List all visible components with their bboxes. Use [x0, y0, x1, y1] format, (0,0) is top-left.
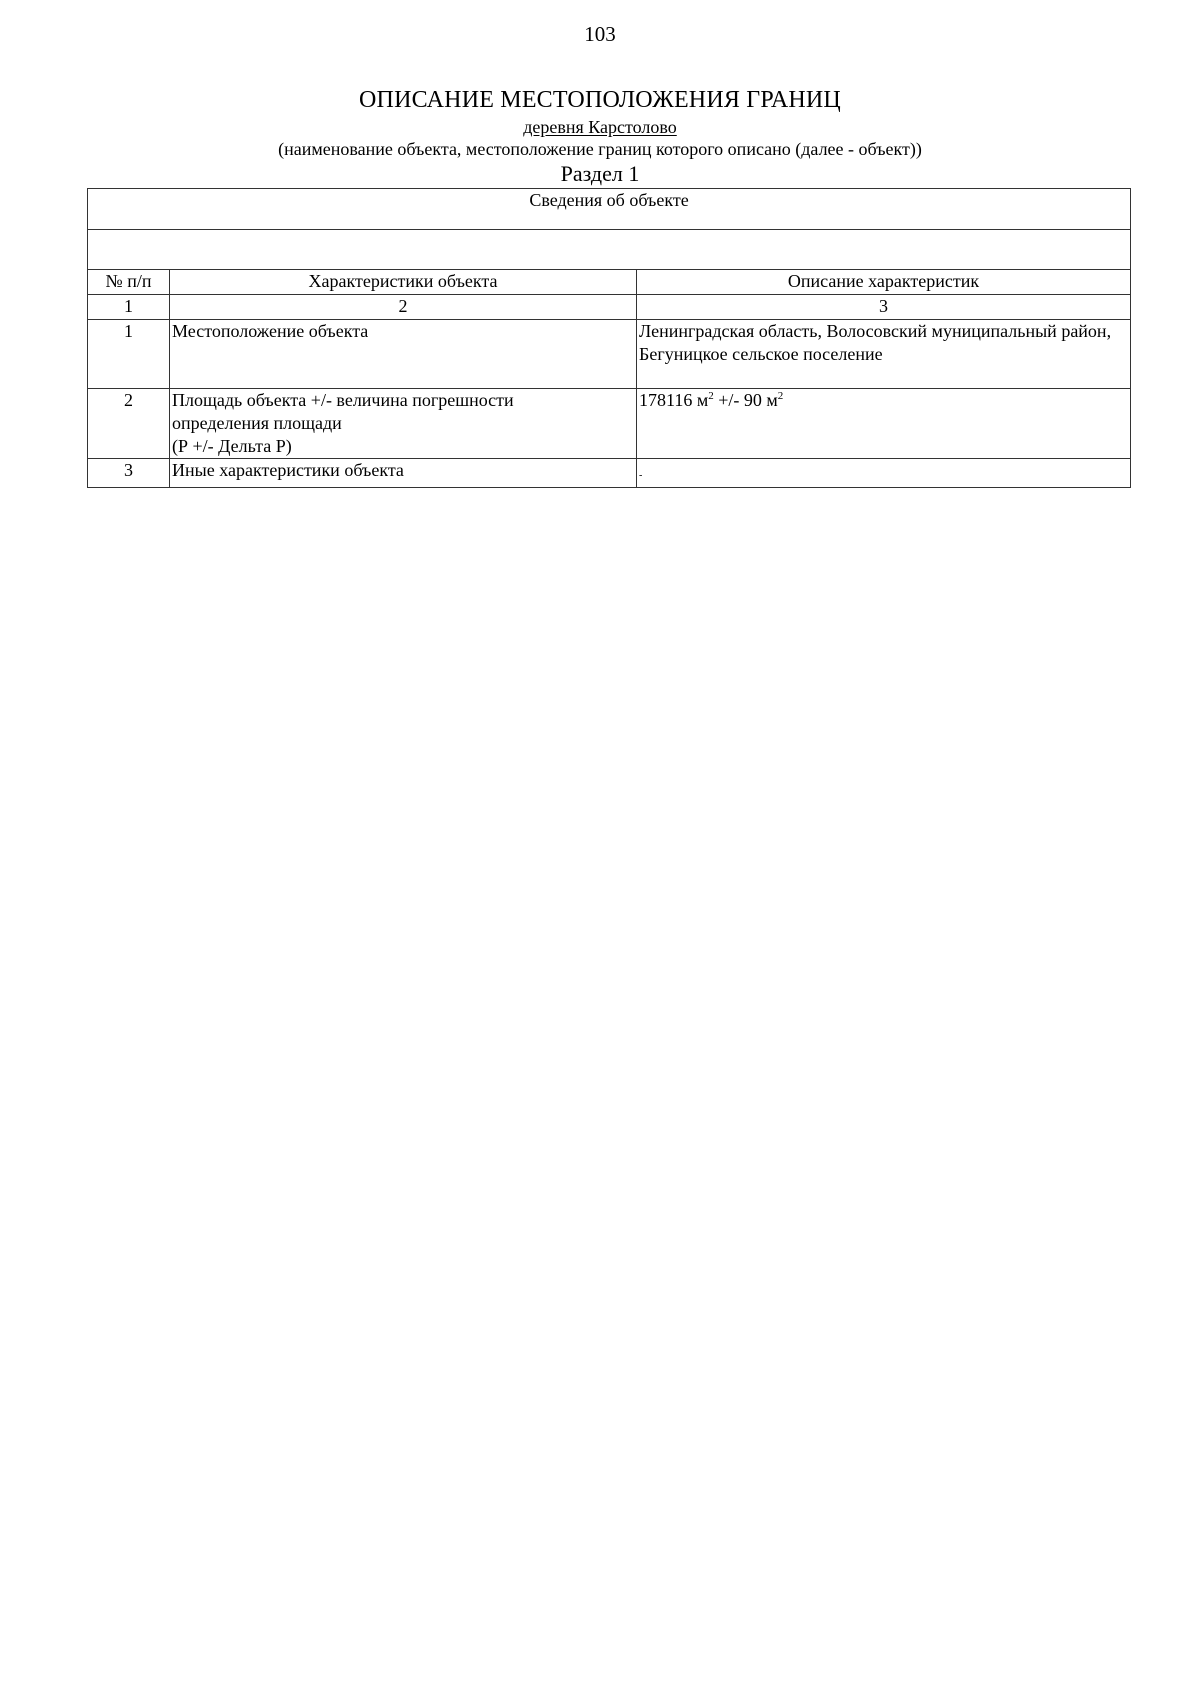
header-characteristic: Характеристики объекта	[170, 270, 637, 295]
area-error: +/- 90 м	[713, 390, 778, 410]
header-no: № п/п	[88, 270, 170, 295]
object-name-text: деревня Карстолово	[523, 117, 677, 137]
row-description	[637, 459, 1131, 488]
row-characteristic: Иные характеристики объекта	[170, 459, 637, 488]
row-number: 2	[88, 389, 170, 459]
column-number: 2	[170, 295, 637, 320]
row-description	[637, 389, 1131, 459]
row-characteristic	[170, 389, 637, 459]
table-row	[88, 389, 1131, 459]
page-number: 103	[584, 22, 616, 46]
object-name	[0, 117, 1200, 138]
row-number: 1	[88, 320, 170, 389]
table-header-row	[88, 270, 1131, 295]
table-empty-row	[88, 230, 1131, 270]
table-column-numbers-row	[88, 295, 1131, 320]
table-caption: Сведения об объекте	[88, 189, 1131, 230]
characteristic-line: Площадь объекта +/- величина погрешности	[172, 390, 514, 410]
row-number: 3	[88, 459, 170, 488]
header-description: Описание характеристик	[637, 270, 1131, 295]
column-number: 3	[637, 295, 1131, 320]
area-error-unit-exponent: 2	[777, 390, 784, 402]
empty-cell	[88, 230, 1131, 270]
section-title: Раздел 1	[560, 161, 640, 186]
area-unit-exponent: 2	[708, 390, 714, 402]
document-title: ОПИСАНИЕ МЕСТОПОЛОЖЕНИЯ ГРАНИЦ	[359, 87, 841, 113]
object-name-caption: (наименование объекта, местоположение границ которого описано (далее - объект))	[278, 139, 922, 159]
column-number: 1	[88, 295, 170, 320]
characteristic-line: определения площади	[172, 413, 342, 433]
table-caption-row	[88, 189, 1131, 230]
row-description: Ленинградская область, Волосовский муниципальный район, Бегуницкое сельское поселение	[637, 320, 1131, 389]
object-info-table	[87, 188, 1131, 488]
empty-value-dash: -	[639, 470, 643, 481]
row-characteristic: Местоположение объекта	[170, 320, 637, 389]
characteristic-line: (Р +/- Дельта Р)	[172, 436, 292, 456]
table-row	[88, 320, 1131, 389]
area-value: 178116 м	[639, 390, 709, 410]
table-row	[88, 459, 1131, 488]
